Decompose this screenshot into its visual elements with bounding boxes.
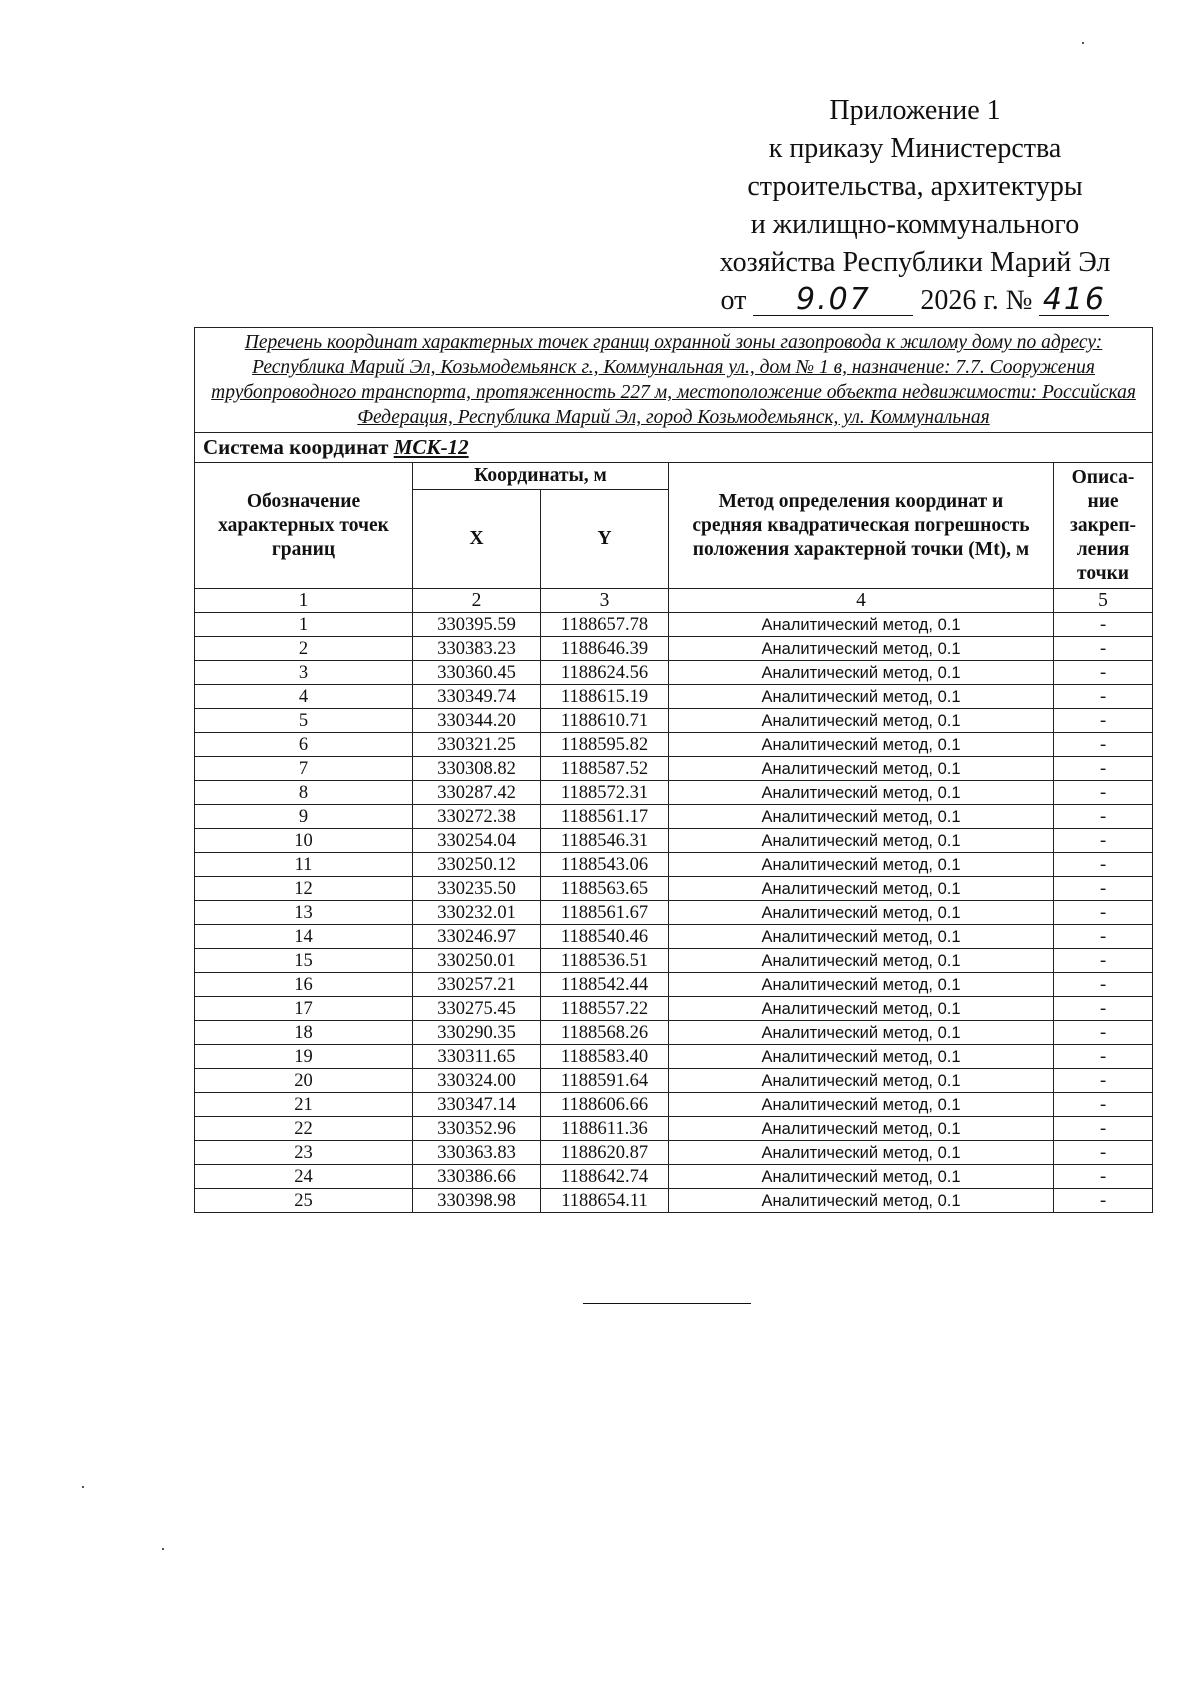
table-row [195,1045,1153,1069]
appendix-header [680,92,1150,320]
point-number-cell: 19 [195,1045,413,1069]
table-row [195,1189,1153,1213]
point-number-cell: 1 [195,613,413,637]
table-row [195,997,1153,1021]
date-prefix: от [720,285,747,316]
description-cell: - [1054,613,1153,637]
appendix-line-2: к приказу Министерства [768,133,1062,164]
method-cell: Аналитический метод, 0.1 [669,637,1054,661]
table-row [195,637,1153,661]
x-coordinate-cell: 330232.01 [413,901,541,925]
header-x: X [413,490,541,589]
method-cell: Аналитический метод, 0.1 [669,877,1054,901]
x-coordinate-cell: 330311.65 [413,1045,541,1069]
x-coordinate-cell: 330344.20 [413,709,541,733]
y-coordinate-cell: 1188568.26 [541,1021,669,1045]
x-coordinate-cell: 330290.35 [413,1021,541,1045]
scan-speck [1082,42,1084,44]
description-cell: - [1054,781,1153,805]
description-cell: - [1054,1093,1153,1117]
appendix-line-4: и жилищно-коммунального [750,209,1080,240]
description-cell: - [1054,685,1153,709]
table-row [195,757,1153,781]
point-number-cell: 22 [195,1117,413,1141]
description-cell: - [1054,661,1153,685]
description-cell: - [1054,925,1153,949]
x-coordinate-cell: 330308.82 [413,757,541,781]
description-cell: - [1054,1117,1153,1141]
point-number-cell: 17 [195,997,413,1021]
column-number: 5 [1054,589,1153,613]
header-coordinates: Координаты, м [413,463,669,490]
point-number-cell: 14 [195,925,413,949]
x-coordinate-cell: 330272.38 [413,805,541,829]
point-number-cell: 3 [195,661,413,685]
y-coordinate-cell: 1188572.31 [541,781,669,805]
column-number-row [195,589,1153,613]
method-cell: Аналитический метод, 0.1 [669,613,1054,637]
description-cell: - [1054,1069,1153,1093]
y-coordinate-cell: 1188540.46 [541,925,669,949]
coordinate-system-label: Система координат [203,435,389,459]
point-number-cell: 18 [195,1021,413,1045]
column-number: 2 [413,589,541,613]
point-number-cell: 24 [195,1165,413,1189]
column-number: 3 [541,589,669,613]
method-cell: Аналитический метод, 0.1 [669,925,1054,949]
x-coordinate-cell: 330275.45 [413,997,541,1021]
scan-speck [82,1486,84,1488]
table-row [195,661,1153,685]
y-coordinate-cell: 1188561.67 [541,901,669,925]
table-row [195,1021,1153,1045]
method-cell: Аналитический метод, 0.1 [669,997,1054,1021]
method-cell: Аналитический метод, 0.1 [669,949,1054,973]
x-coordinate-cell: 330395.59 [413,613,541,637]
point-number-cell: 11 [195,853,413,877]
table-row [195,1069,1153,1093]
point-number-cell: 7 [195,757,413,781]
point-number-cell: 15 [195,949,413,973]
table-row [195,1141,1153,1165]
point-number-cell: 6 [195,733,413,757]
table-row [195,877,1153,901]
method-cell: Аналитический метод, 0.1 [669,709,1054,733]
y-coordinate-cell: 1188583.40 [541,1045,669,1069]
description-cell: - [1054,709,1153,733]
y-coordinate-cell: 1188536.51 [541,949,669,973]
description-cell: - [1054,973,1153,997]
method-cell: Аналитический метод, 0.1 [669,1093,1054,1117]
y-coordinate-cell: 1188563.65 [541,877,669,901]
table-row [195,949,1153,973]
table-row [195,1093,1153,1117]
y-coordinate-cell: 1188557.22 [541,997,669,1021]
appendix-line-3: строительства, архитектуры [747,171,1083,202]
column-number: 4 [669,589,1054,613]
method-cell: Аналитический метод, 0.1 [669,1021,1054,1045]
x-coordinate-cell: 330352.96 [413,1117,541,1141]
method-cell: Аналитический метод, 0.1 [669,1189,1054,1213]
method-cell: Аналитический метод, 0.1 [669,685,1054,709]
scan-speck [162,1548,164,1550]
method-cell: Аналитический метод, 0.1 [669,829,1054,853]
x-coordinate-cell: 330383.23 [413,637,541,661]
y-coordinate-cell: 1188543.06 [541,853,669,877]
method-cell: Аналитический метод, 0.1 [669,1165,1054,1189]
coordinate-system-row [195,433,1153,463]
method-cell: Аналитический метод, 0.1 [669,1117,1054,1141]
description-cell: - [1054,805,1153,829]
x-coordinate-cell: 330250.12 [413,853,541,877]
appendix-title: Приложение 1 [829,95,1001,126]
y-coordinate-cell: 1188624.56 [541,661,669,685]
coordinates-table [194,327,1153,1213]
table-row [195,901,1153,925]
point-number-cell: 8 [195,781,413,805]
y-coordinate-cell: 1188542.44 [541,973,669,997]
x-coordinate-cell: 330257.21 [413,973,541,997]
method-cell: Аналитический метод, 0.1 [669,1141,1054,1165]
description-cell: - [1054,637,1153,661]
table-row [195,805,1153,829]
x-coordinate-cell: 330349.74 [413,685,541,709]
y-coordinate-cell: 1188611.36 [541,1117,669,1141]
header-method: Метод определения координат и средняя квадратическая погрешность положения характерной точки (Mt), м [669,463,1054,589]
method-cell: Аналитический метод, 0.1 [669,901,1054,925]
y-coordinate-cell: 1188587.52 [541,757,669,781]
header-point: Обозначение характерных точек границ [195,463,413,589]
table-row [195,709,1153,733]
header-y: Y [541,490,669,589]
y-coordinate-cell: 1188620.87 [541,1141,669,1165]
y-coordinate-cell: 1188610.71 [541,709,669,733]
coordinate-system-value: МСК-12 [393,435,469,459]
method-cell: Аналитический метод, 0.1 [669,805,1054,829]
point-number-cell: 23 [195,1141,413,1165]
table-caption: Перечень координат характерных точек границ охранной зоны газопровода к жилому дому по адресу: Республика Марий Эл, Козьмодемьянск г., Коммунальная ул., дом № 1 в, назначение: 7.7. Сооружения трубопроводного транспорта, протяженность 227 м, местоположение объекта недвижимости: Российская Федерация, Республика Марий Эл, город Козьмодемьянск, ул. Коммунальная [195,328,1153,433]
x-coordinate-cell: 330254.04 [413,829,541,853]
order-date-line [680,282,1150,320]
description-cell: - [1054,1021,1153,1045]
appendix-line-5: хозяйства Республики Марий Эл [719,247,1111,278]
table-row [195,853,1153,877]
description-cell: - [1054,757,1153,781]
y-coordinate-cell: 1188546.31 [541,829,669,853]
method-cell: Аналитический метод, 0.1 [669,661,1054,685]
x-coordinate-cell: 330398.98 [413,1189,541,1213]
point-number-cell: 10 [195,829,413,853]
x-coordinate-cell: 330363.83 [413,1141,541,1165]
description-cell: - [1054,1045,1153,1069]
x-coordinate-cell: 330386.66 [413,1165,541,1189]
point-number-cell: 16 [195,973,413,997]
y-coordinate-cell: 1188561.17 [541,805,669,829]
table-row [195,1165,1153,1189]
handwritten-order-number: 416 [1039,285,1109,316]
table-row [195,1117,1153,1141]
point-number-cell: 12 [195,877,413,901]
description-cell: - [1054,733,1153,757]
point-number-cell: 20 [195,1069,413,1093]
y-coordinate-cell: 1188595.82 [541,733,669,757]
description-cell: - [1054,1189,1153,1213]
method-cell: Аналитический метод, 0.1 [669,973,1054,997]
description-cell: - [1054,949,1153,973]
year-text: 2026 г. № [920,285,1033,316]
point-number-cell: 25 [195,1189,413,1213]
table-row [195,733,1153,757]
x-coordinate-cell: 330324.00 [413,1069,541,1093]
header-description: Описа-ние закреп-ления точки [1054,463,1153,589]
description-cell: - [1054,901,1153,925]
y-coordinate-cell: 1188591.64 [541,1069,669,1093]
table-body [195,613,1153,1213]
x-coordinate-cell: 330287.42 [413,781,541,805]
description-cell: - [1054,853,1153,877]
description-cell: - [1054,877,1153,901]
table-row [195,973,1153,997]
table-row [195,613,1153,637]
method-cell: Аналитический метод, 0.1 [669,1069,1054,1093]
table-row [195,781,1153,805]
method-cell: Аналитический метод, 0.1 [669,757,1054,781]
y-coordinate-cell: 1188642.74 [541,1165,669,1189]
method-cell: Аналитический метод, 0.1 [669,853,1054,877]
description-cell: - [1054,829,1153,853]
method-cell: Аналитический метод, 0.1 [669,733,1054,757]
point-number-cell: 5 [195,709,413,733]
column-number: 1 [195,589,413,613]
y-coordinate-cell: 1188606.66 [541,1093,669,1117]
handwritten-date: 9.07 [753,285,913,316]
y-coordinate-cell: 1188657.78 [541,613,669,637]
point-number-cell: 2 [195,637,413,661]
x-coordinate-cell: 330235.50 [413,877,541,901]
x-coordinate-cell: 330321.25 [413,733,541,757]
y-coordinate-cell: 1188646.39 [541,637,669,661]
point-number-cell: 21 [195,1093,413,1117]
description-cell: - [1054,1165,1153,1189]
coordinates-table-wrapper [194,327,1152,1213]
point-number-cell: 4 [195,685,413,709]
point-number-cell: 9 [195,805,413,829]
table-row [195,829,1153,853]
table-row [195,685,1153,709]
point-number-cell: 13 [195,901,413,925]
x-coordinate-cell: 330347.14 [413,1093,541,1117]
description-cell: - [1054,997,1153,1021]
closing-line [583,1303,751,1304]
description-cell: - [1054,1141,1153,1165]
method-cell: Аналитический метод, 0.1 [669,781,1054,805]
x-coordinate-cell: 330360.45 [413,661,541,685]
method-cell: Аналитический метод, 0.1 [669,1045,1054,1069]
x-coordinate-cell: 330250.01 [413,949,541,973]
x-coordinate-cell: 330246.97 [413,925,541,949]
y-coordinate-cell: 1188654.11 [541,1189,669,1213]
y-coordinate-cell: 1188615.19 [541,685,669,709]
table-row [195,925,1153,949]
